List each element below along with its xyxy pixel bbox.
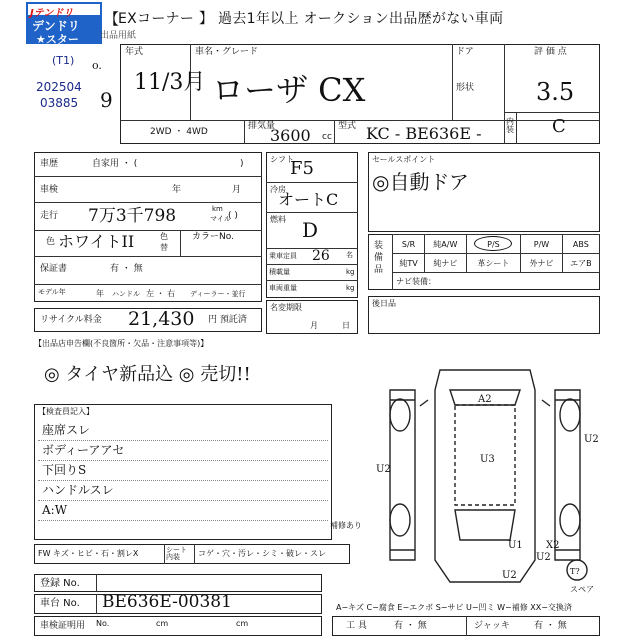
- recycle-label: リサイクル料金: [40, 315, 102, 325]
- equip-navi: 純ナビ: [425, 254, 467, 273]
- inspector-line-1: 座席スレ: [42, 423, 91, 437]
- warranty-label: 保証書: [40, 264, 68, 274]
- jack-opts: 有 ・ 無: [534, 621, 567, 631]
- inspector-line-5: A:W: [42, 503, 68, 517]
- ac-value: オートC: [278, 190, 339, 209]
- history-opts: 自家用 ・ (: [92, 159, 138, 169]
- lot-number-2: 03885: [40, 96, 79, 110]
- mark-u2-bottom: U2: [502, 570, 517, 581]
- weight-unit: kg: [346, 284, 355, 292]
- score-value: 3.5: [536, 78, 575, 106]
- tools-opts: 有 ・ 無: [394, 621, 427, 631]
- door-label: ドア: [456, 47, 474, 57]
- mileage-label: 走行: [40, 211, 59, 221]
- capacity-label: 乗車定員: [269, 252, 297, 260]
- cert-unit-1: No.: [96, 619, 110, 628]
- change-day: 日: [342, 321, 350, 330]
- spare-label: スペア: [570, 585, 594, 594]
- displacement-label: 排気量: [248, 121, 276, 131]
- change-month: 月: [310, 321, 318, 330]
- model-value: KC - BE636E -: [366, 124, 482, 143]
- warranty-opts: 有 ・ 無: [110, 264, 143, 274]
- equip-label: 装備品: [374, 241, 384, 275]
- mark-x2: X2: [546, 540, 560, 551]
- reg-label: 登録 No.: [40, 578, 80, 589]
- equip-abs: ABS: [562, 235, 599, 254]
- load-unit: kg: [346, 268, 355, 276]
- carname-value: ローザ CX: [212, 71, 366, 109]
- equip-pw: P/W: [521, 235, 562, 254]
- equip-tv: 純TV: [393, 254, 425, 273]
- navi-label: ナビ装備：: [396, 277, 436, 286]
- displacement-unit: cc: [322, 132, 332, 142]
- spare-mark: T?: [570, 567, 580, 576]
- shaken-year: 年: [172, 185, 182, 195]
- car-diagram: [330, 360, 600, 600]
- ps-circle: [474, 236, 512, 251]
- damage-legend: A−キズ C−腐食 E−エクボ S−サビ U−凹ミ W−補修 XX−交換済: [336, 603, 572, 612]
- handle-label: ハンドル: [112, 290, 140, 298]
- vehicle-info-table: [34, 152, 262, 302]
- change-label: 名変期限: [270, 303, 302, 312]
- mark-u2-right: U2: [584, 434, 599, 445]
- mileage-value: 7万3千798: [88, 206, 177, 226]
- drive-label: 2WD ・ 4WD: [150, 127, 208, 137]
- mark-u2-rear: U2: [536, 552, 551, 563]
- model-label: 型式: [338, 121, 357, 131]
- equip-sr: S/R: [393, 235, 425, 254]
- shift-label: シフト: [270, 155, 294, 164]
- mark-u2-left: U2: [376, 464, 391, 475]
- seller-value: ◎ タイヤ新品込 ◎ 売切!!: [44, 364, 251, 385]
- mileage-unit-mile: マイル: [210, 215, 231, 223]
- capacity-value: 26: [312, 248, 330, 264]
- mark-u1: U1: [508, 540, 523, 551]
- form-name: 出品用紙: [100, 31, 137, 41]
- brand-line-2: デンドリ: [32, 19, 80, 33]
- recycle-value: 21,430: [128, 308, 195, 330]
- displacement-value: 3600: [270, 126, 311, 145]
- sales-label: セールスポイント: [372, 155, 436, 164]
- score-label: 評 価 点: [534, 47, 567, 57]
- year-label: 年式: [125, 47, 144, 57]
- load-label: 積載量: [269, 268, 290, 276]
- mileage-paren: ( ): [228, 211, 238, 221]
- color-suffix-1: 色: [160, 232, 168, 241]
- capacity-unit: 名: [346, 251, 353, 259]
- mileage-unit-km: km: [212, 205, 223, 213]
- shape-label: 形状: [456, 83, 475, 93]
- brand-line-3: ★スター: [36, 33, 79, 46]
- chassis-value: BE636E-00381: [102, 592, 232, 612]
- dealer-label: ディーラー・並行: [190, 290, 246, 298]
- year-value: 11/3月: [134, 70, 206, 95]
- brand-line-1: Jテンドリ: [30, 8, 74, 19]
- fw-label: FW キズ・ヒビ・石・割レX: [38, 549, 139, 558]
- fuel-label: 燃料: [270, 215, 286, 224]
- model-year-label: モデル年: [38, 288, 66, 296]
- equip-leather: 革シート: [466, 254, 521, 273]
- no-prefix: o.: [92, 59, 102, 72]
- history-label: 車歴: [40, 159, 59, 169]
- mark-u3: U3: [480, 454, 495, 465]
- lot-code: (T1): [52, 54, 75, 67]
- jack-label: ジャッキ: [474, 621, 510, 631]
- cert-unit-3: cm: [236, 619, 249, 628]
- recycle-unit: 円 預託済: [208, 315, 247, 325]
- model-year-suffix: 年: [96, 289, 104, 298]
- shaken-month: 月: [232, 185, 242, 195]
- ac-label: 冷房: [270, 185, 286, 194]
- diagram-note-top: 補修あり: [330, 521, 362, 530]
- interior-label: 内 装: [506, 117, 514, 134]
- equip-alloy: 純A/W: [425, 235, 467, 254]
- color-label: 色: [46, 237, 56, 247]
- shaken-label: 車検: [40, 185, 59, 195]
- colorno-label: カラーNo.: [192, 232, 234, 242]
- sheet-label: シート 内装: [166, 546, 187, 561]
- interior-value: C: [552, 116, 566, 137]
- color-suffix-2: 替: [160, 243, 168, 252]
- history-close: ): [240, 159, 244, 169]
- handle-opts: 左 ・ 右: [146, 289, 176, 298]
- cert-label: 車検証明用: [40, 621, 86, 631]
- header-title-prefix: 【: [104, 10, 120, 28]
- carname-label: 車名・グレード: [195, 47, 259, 57]
- inspector-line-2: ボディーアアセ: [42, 443, 125, 457]
- cert-unit-2: cm: [156, 619, 169, 628]
- header-title: EXコーナー 】 過去1年以上 オークション出品歴がない車両: [118, 11, 504, 27]
- shift-value: F5: [290, 158, 314, 179]
- fuel-value: D: [302, 218, 319, 242]
- lot-number-1: 202504: [36, 80, 82, 94]
- other-label: 後日品: [372, 299, 396, 308]
- inspector-line-4: ハンドルスレ: [42, 483, 114, 497]
- tools-label: 工 具: [346, 621, 367, 631]
- weight-label: 車両重量: [269, 284, 297, 292]
- box-number: 9: [100, 88, 113, 112]
- mark-a2: A2: [478, 394, 492, 405]
- inspector-line-3: 下回りS: [42, 463, 87, 477]
- sheet-opts: コゲ・穴・汚レ・シミ・破レ・スレ: [198, 549, 326, 558]
- chassis-label: 車台 No.: [40, 598, 80, 609]
- equip-airbag: エアB: [562, 254, 599, 273]
- brand-logo: [26, 2, 102, 44]
- seller-label: 【出品店申告欄(不良箇所・欠品・注意事項等)】: [34, 339, 209, 348]
- sales-value: ◎自動ドア: [372, 170, 469, 194]
- color-value: ホワイトII: [58, 232, 135, 251]
- inspector-label: 【検査員記入】: [38, 407, 94, 416]
- equip-ext-navi: 外ナビ: [521, 254, 562, 273]
- equip-ps: P/S: [466, 235, 521, 254]
- later-items-box: [368, 296, 600, 334]
